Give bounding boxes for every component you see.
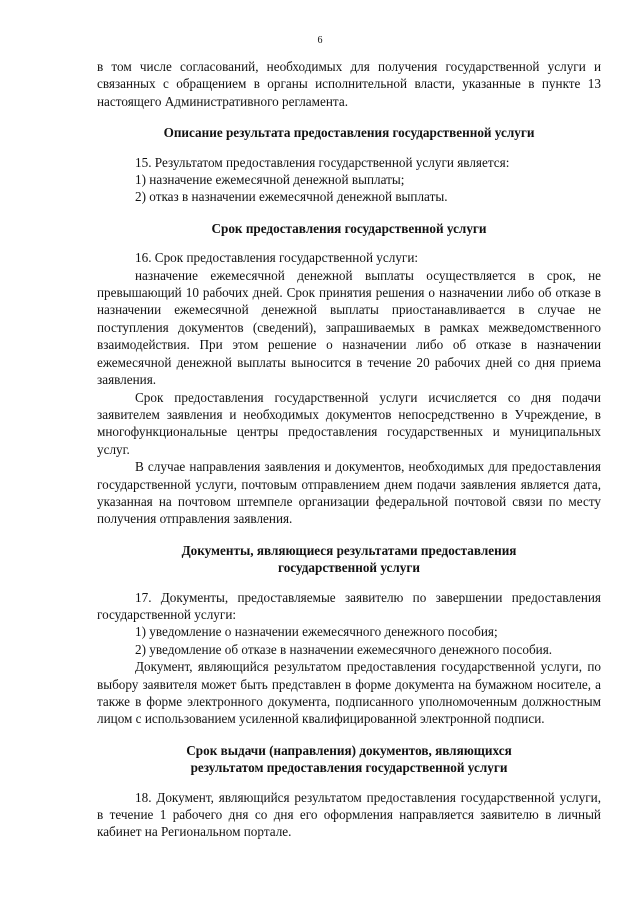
paragraph-17-document-form: Документ, являющийся результатом предоставления государственной услуги, по выбору заявителя может быть представлен в форме документа на бумажном носителе, а также в форме электронного документа, подписанного уполномоченным должностным лицом с использованием усиленной квалифицированной электронной подписи.	[97, 659, 601, 727]
paragraph-18: 18. Документ, являющийся результатом предоставления государственной услуги, в течение 1 рабочего дня со дня его оформления направляется заявителю в личный кабинет на Региональном портале.	[97, 789, 601, 840]
document-body	[97, 58, 601, 841]
heading-result-documents	[97, 542, 601, 577]
list-item-15-1: 1) назначение ежемесячной денежной выплаты;	[135, 172, 405, 188]
list-item-17-2: 2) уведомление об отказе в назначении ежемесячного денежного пособия.	[135, 641, 553, 657]
paragraph-16-term-start: Срок предоставления государственной услуги исчисляется со дня подачи заявителем заявления и необходимых документов непосредственно в Учреждение, в многофункциональные центры предоставления государственных и муниципальных услуг.	[97, 389, 601, 457]
page-number: 6	[317, 35, 323, 46]
heading-result-documents-line-1: Документы, являющиеся результатами предоставления	[181, 542, 517, 558]
paragraph-16: 16. Срок предоставления государственной услуги:	[135, 250, 419, 266]
paragraph-17: 17. Документы, предоставляемые заявителю по завершении предоставления государственной услуги:	[97, 589, 601, 622]
heading-issue-term-line-1: Срок выдачи (направления) документов, являющихся	[186, 742, 512, 758]
paragraph-intro: в том числе согласований, необходимых для получения государственной услуги и связанных с обращением в органы исполнительной власти, указанные в пункте 13 настоящего Административного регламента.	[97, 59, 601, 109]
heading-issue-term	[97, 742, 601, 777]
list-item-17-1: 1) уведомление о назначении ежемесячного денежного пособия;	[135, 624, 498, 640]
paragraph-15: 15. Результатом предоставления государственной услуги является:	[135, 154, 510, 170]
heading-result-documents-line-2: государственной услуги	[278, 560, 420, 576]
heading-result-description: Описание результата предоставления государственной услуги	[163, 125, 535, 141]
paragraph-16-decision-term: назначение ежемесячной денежной выплаты осуществляется в срок, не превышающий 10 рабочих дней. Срок принятия решения о назначении либо об отказе в назначении ежемесячной денежной выплаты приостанавливается в случае не поступления документов (сведений), запрашиваемых в рамках межведомственного взаимодействия. При этом решение о назначении либо об отказе в назначении ежемесячной денежной выплаты выносится в течение 20 рабочих дней со дня приема заявления.	[97, 267, 601, 388]
heading-service-term: Срок предоставления государственной услуги	[211, 220, 487, 236]
heading-issue-term-line-2: результатом предоставления государственной услуги	[190, 760, 508, 776]
list-item-15-2: 2) отказ в назначении ежемесячной денежной выплаты.	[135, 189, 448, 205]
paragraph-16-postal: В случае направления заявления и документов, необходимых для предоставления государственной услуги, почтовым отправлением днем подачи заявления является дата, указанная на почтовом штемпеле организации федеральной почтовой связи по месту получения отправления заявления.	[97, 459, 601, 527]
